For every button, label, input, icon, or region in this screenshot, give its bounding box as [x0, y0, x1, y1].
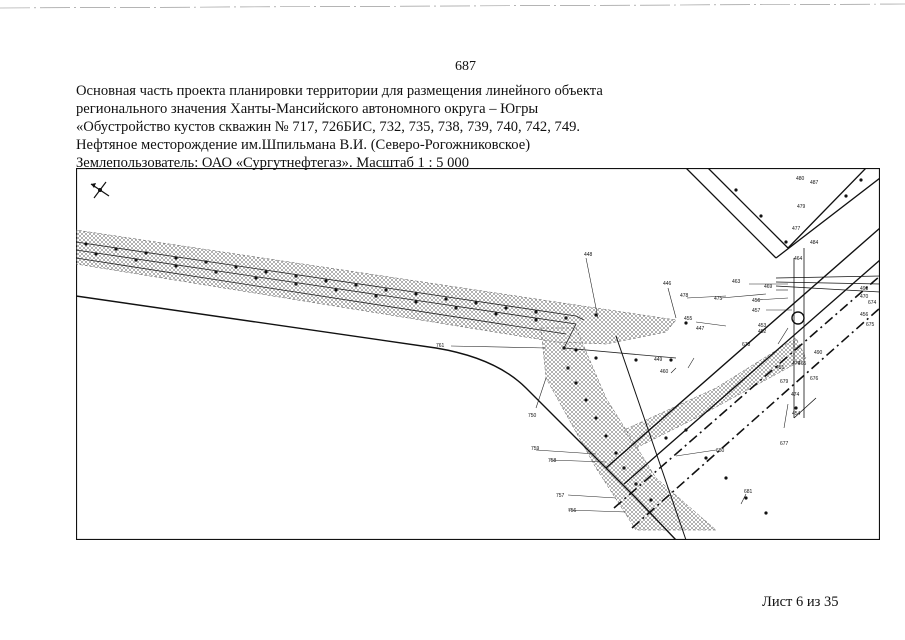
point-label: 679 — [780, 379, 789, 385]
point-label: 452 — [758, 329, 767, 335]
document-header — [76, 82, 696, 172]
header-line: регионального значения Ханты-Мансийского автономного округа – Югры — [76, 101, 539, 117]
point-label: 480 — [796, 176, 805, 182]
point-label: 447 — [696, 326, 705, 332]
point-label: 451 — [776, 365, 785, 371]
point-label: 476 — [792, 361, 801, 367]
point-label: 470 — [860, 294, 869, 300]
map-frame — [77, 169, 880, 540]
planning-map — [76, 168, 880, 540]
north-arrow-icon — [91, 182, 109, 198]
point-label: 678 — [742, 342, 751, 348]
point-label: 750 — [528, 413, 537, 419]
corridor-band — [624, 338, 806, 448]
corridor-band — [76, 230, 676, 344]
point-label: 469 — [764, 284, 773, 290]
point-label: 455 — [684, 316, 693, 322]
point-label: 463 — [732, 279, 741, 285]
point-label: 460 — [660, 369, 669, 375]
point-labels — [436, 176, 877, 514]
point-label: 479 — [797, 204, 806, 210]
point-label: 464 — [794, 256, 803, 262]
road — [686, 168, 880, 258]
point-label: 484 — [810, 240, 819, 246]
point-label: 456 — [860, 312, 869, 318]
point-label: 761 — [436, 343, 445, 349]
point-label: 449 — [654, 357, 663, 363]
page-number: 687 — [455, 59, 476, 74]
point-label: 457 — [752, 308, 761, 314]
point-label: 456 — [752, 298, 761, 304]
point-label: 448 — [584, 252, 593, 258]
sheet-number: Лист 6 из 35 — [762, 594, 839, 610]
point-label: 757 — [556, 493, 565, 499]
point-label: 475 — [714, 296, 723, 302]
header-line: Нефтяное месторождение им.Шпильмана В.И. (Северо-Рогожниковское) — [76, 137, 531, 153]
header-line: Основная часть проекта планировки территории для размещения линейного объекта — [76, 83, 603, 99]
point-label: 756 — [568, 508, 577, 514]
point-label: 759 — [531, 446, 540, 452]
point-label: 681 — [744, 489, 753, 495]
point-label: 676 — [810, 376, 819, 382]
header-line: Землепользователь: ОАО «Сургутнефтегаз». Масштаб 1 : 5 000 — [76, 155, 469, 171]
point-label: 446 — [663, 281, 672, 287]
point-label: 465 — [798, 361, 807, 367]
point-label: 674 — [868, 300, 877, 306]
point-label: 453 — [758, 323, 767, 329]
point-label: 474 — [791, 392, 800, 398]
point-label: 680 — [716, 448, 725, 454]
point-label: 454 — [792, 411, 801, 417]
point-label: 758 — [548, 458, 557, 464]
point-label: 477 — [792, 226, 801, 232]
point-label: 478 — [680, 293, 689, 299]
point-label: 487 — [810, 180, 819, 186]
point-label: 493 — [860, 286, 869, 292]
point-label: 490 — [814, 350, 823, 356]
header-line: «Обустройство кустов скважин № 717, 726БИС, 732, 735, 738, 739, 740, 742, 749. — [76, 119, 581, 135]
point-label: 677 — [780, 441, 789, 447]
scan-edge — [0, 0, 905, 10]
point-label: 675 — [866, 322, 875, 328]
